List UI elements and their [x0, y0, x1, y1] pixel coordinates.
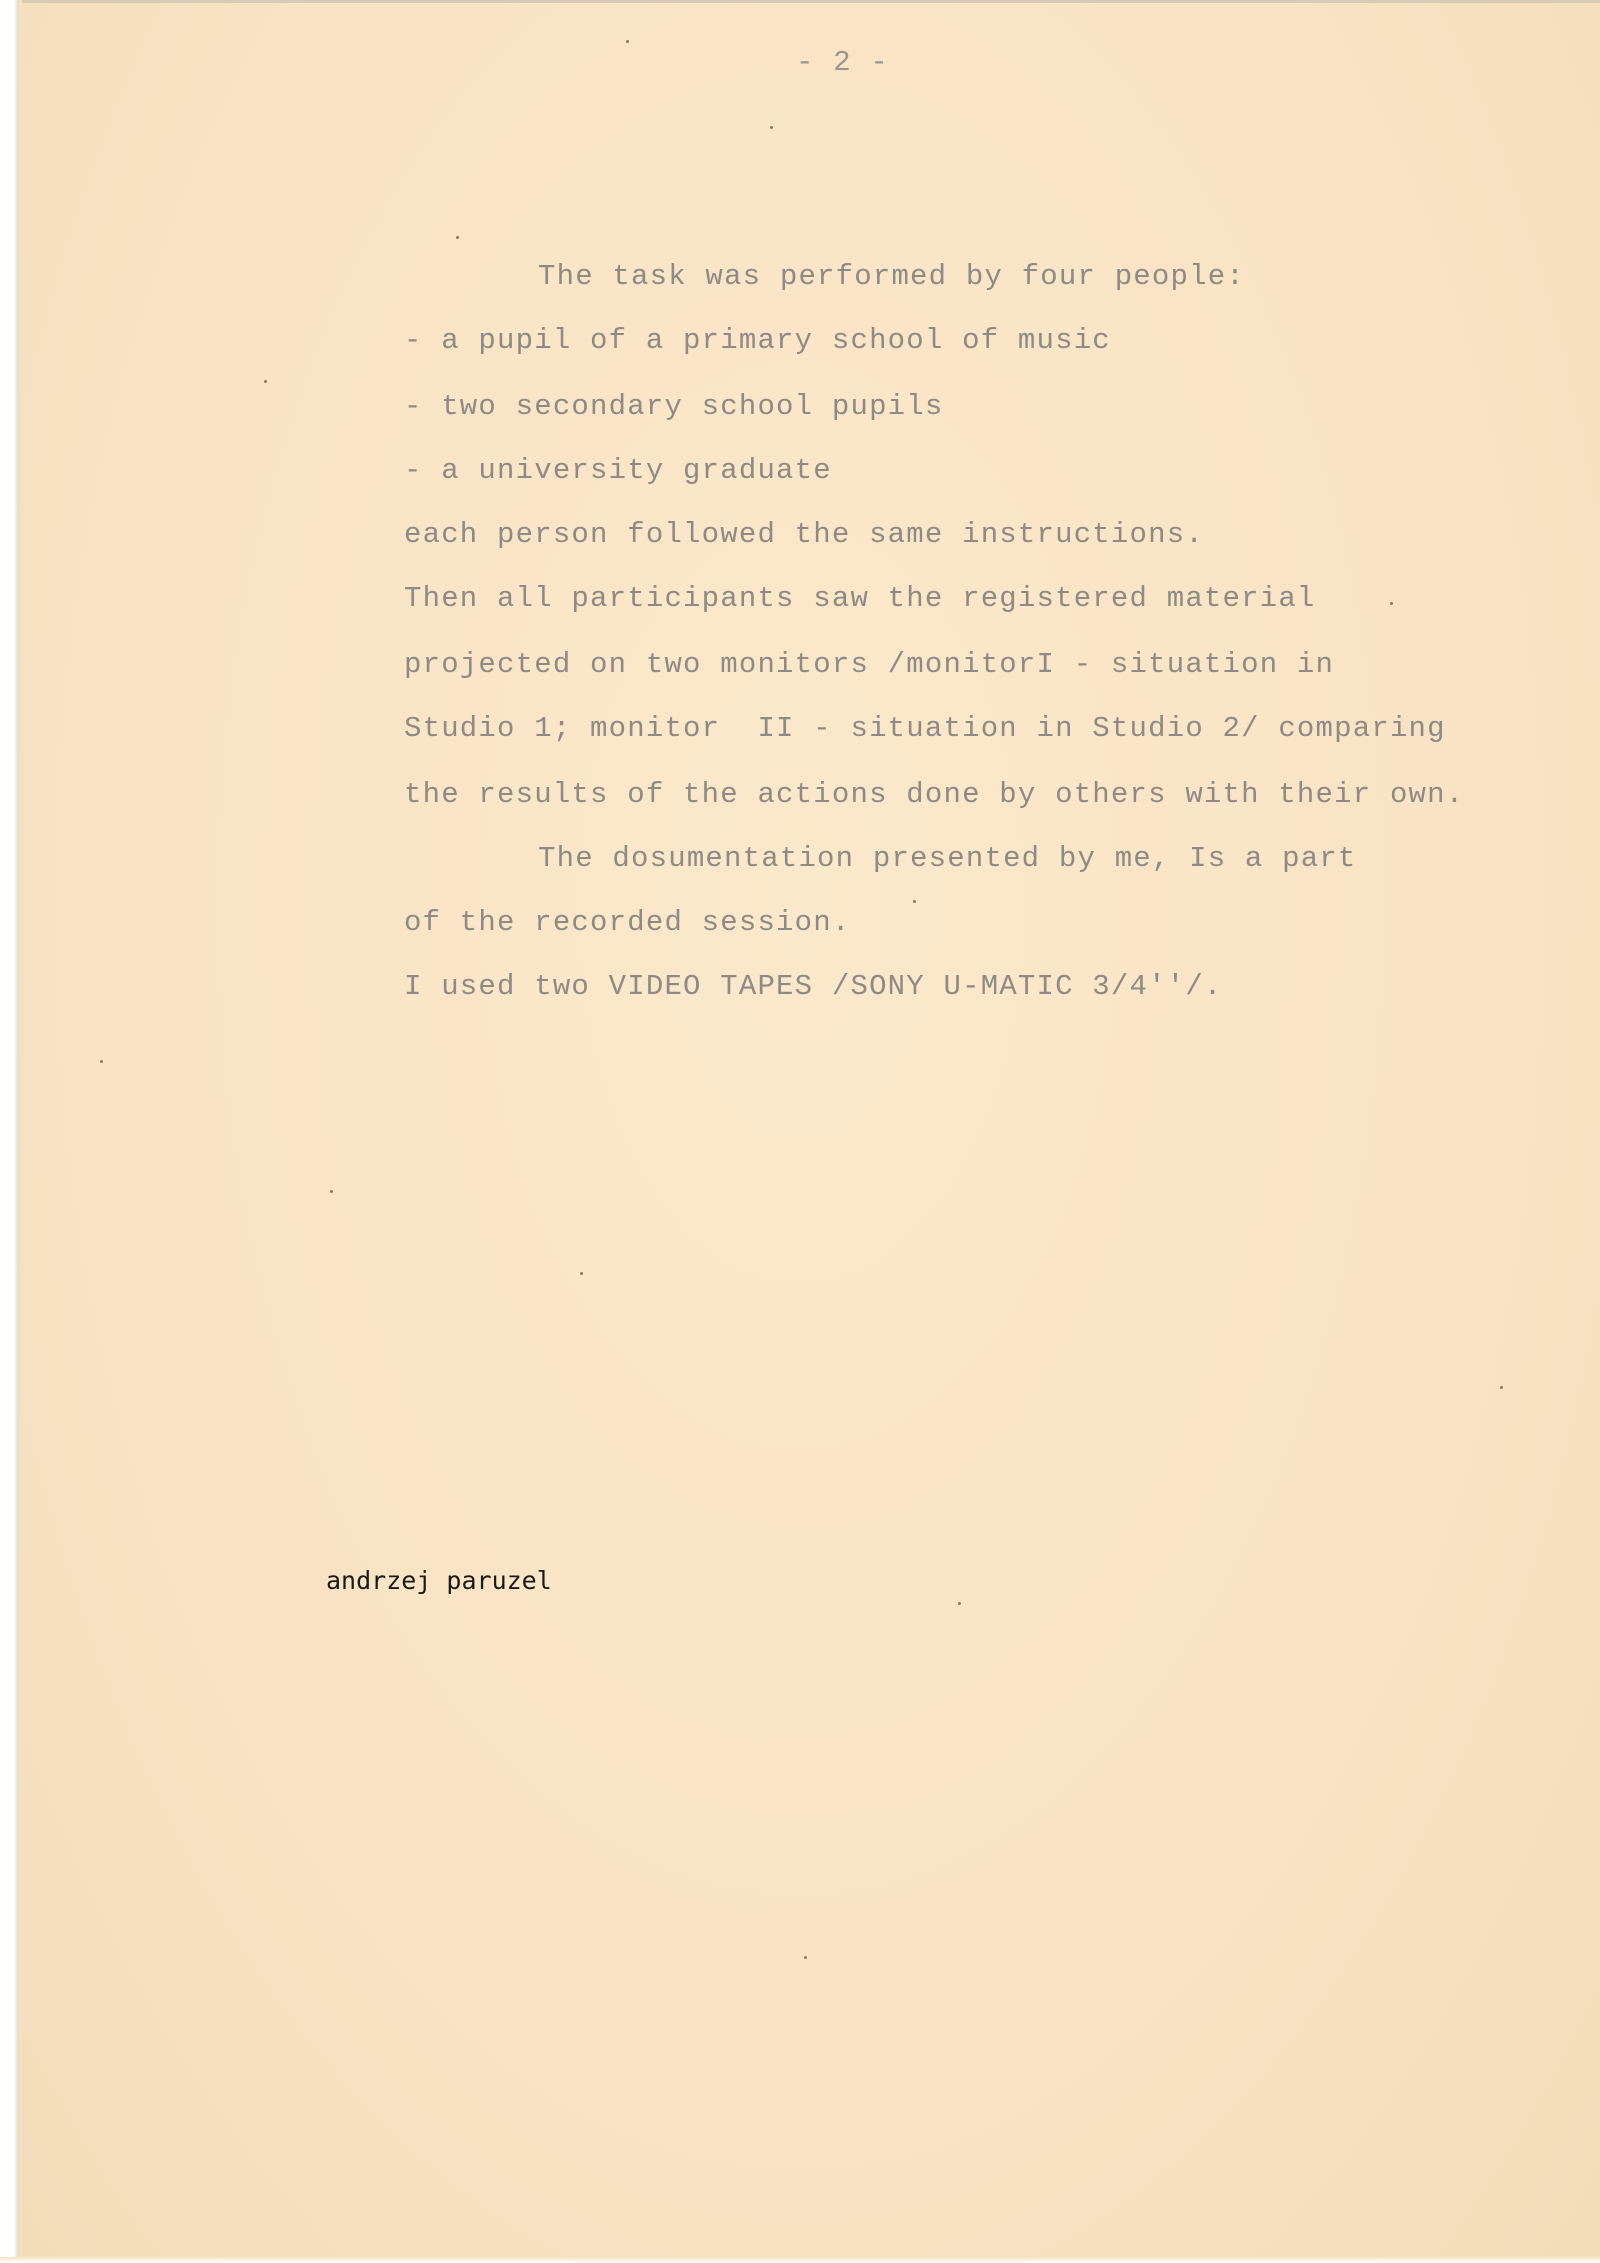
- signature: andrzej paruzel: [326, 1566, 552, 1595]
- text-line: each person followed the same instructions.: [404, 518, 1204, 551]
- text-line: Then all participants saw the registered material: [404, 582, 1316, 615]
- paper-speck: [913, 900, 916, 903]
- paper-speck: [264, 380, 267, 383]
- page-number: - 2 -: [796, 46, 890, 79]
- text-line: The task was performed by four people:: [538, 260, 1245, 293]
- text-line: the results of the actions done by others with their own.: [404, 778, 1465, 811]
- paper-speck: [1390, 602, 1393, 605]
- page-bottom-edge: [0, 2257, 1600, 2263]
- page-top-edge: [0, 0, 1600, 3]
- paper-speck: [626, 40, 629, 43]
- text-line: of the recorded session.: [404, 906, 851, 939]
- text-line: projected on two monitors /monitorI - situation in: [404, 648, 1335, 681]
- paper-speck: [100, 1060, 103, 1063]
- page-left-edge: [0, 0, 22, 2263]
- paper-speck: [958, 1602, 961, 1605]
- text-line: - a pupil of a primary school of music: [404, 324, 1111, 357]
- paper-speck: [580, 1272, 583, 1275]
- paper-speck: [456, 236, 459, 239]
- paper-speck: [804, 1956, 807, 1959]
- text-line: - a university graduate: [404, 454, 832, 487]
- paper-speck: [1500, 1386, 1503, 1389]
- text-line: Studio 1; monitor II - situation in Studio 2/ comparing: [404, 712, 1446, 745]
- paper-speck: [770, 126, 773, 129]
- text-line: - two secondary school pupils: [404, 390, 944, 423]
- paper-speck: [330, 1190, 333, 1193]
- text-line: I used two VIDEO TAPES /SONY U-MATIC 3/4''/.: [404, 970, 1223, 1003]
- text-line: The dosumentation presented by me, Is a part: [538, 842, 1357, 875]
